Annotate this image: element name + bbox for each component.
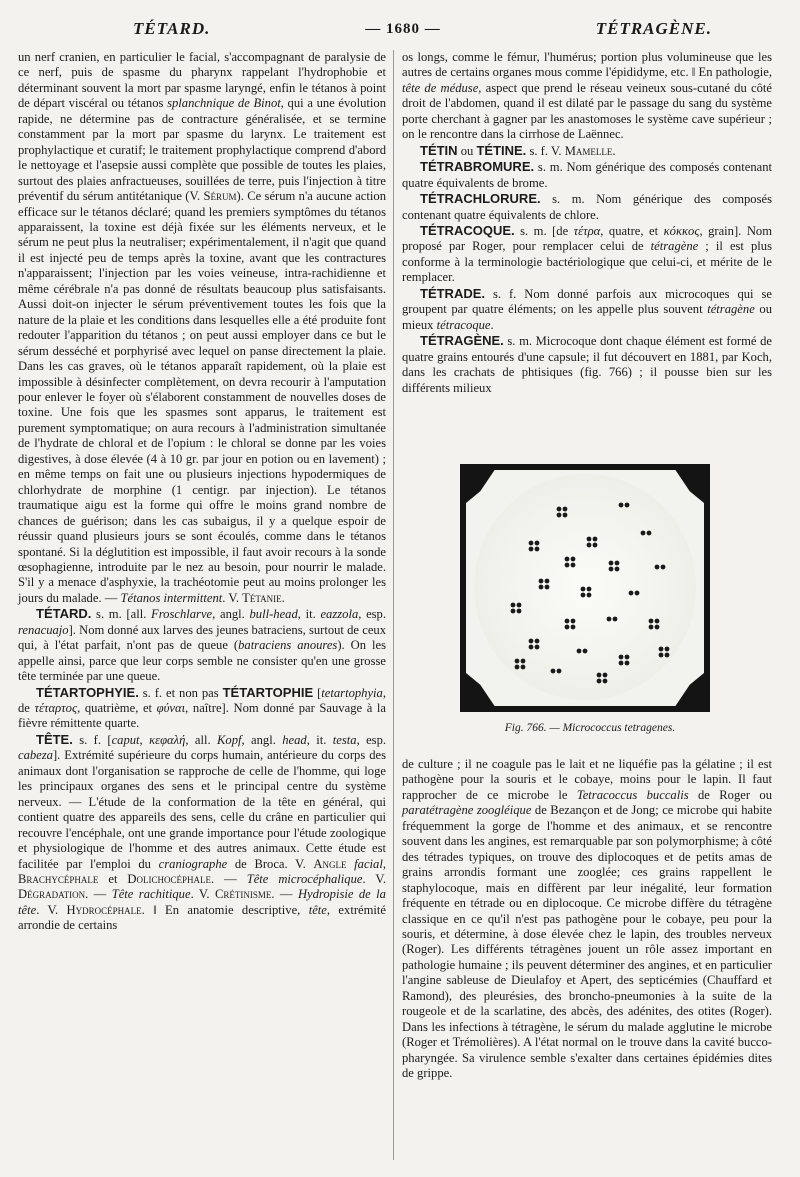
entry-tete: TÊTE. s. f. [caput, κεφαλή, all. Kopf, angl. head, it. testa, esp. cabeza]. Extrémité supérieure du corps humain, antérieure du corps des animaux dont l'organisation se rapproche de celle de l'homme, qui loge les principaux organes des sens et le principal centre du système nerveux. — L'étude de la conformation de la tête en général, qui contient quatre des appareils des sens, celle du crâne en particulier qui recouvre l'encéphale, ont une grande importance pour l'étude zoologique et physiologique de l'homme et des autres animaux. Cette étude est facilitée par l'emploi du craniographe de Broca. V. Angle facial, Brachycéphale et Dolichocéphale. — Tête microcéphalique. V. Dégradation. — Tête rachitique. V. Crétinisme. — Hydropisie de la tête. V. Hydrocéphale. ‖ En anatomie descriptive, tête, extrémité arrondie de certains — [18, 731, 387, 933]
coccus-grain — [565, 557, 570, 562]
coccus-grain — [557, 507, 562, 512]
running-header — [18, 14, 782, 44]
coccus-grain — [655, 619, 660, 624]
page-number: — 1680 — — [365, 20, 441, 37]
coccus-grain — [583, 649, 588, 654]
coccus-grain — [571, 557, 576, 562]
coccus-grain — [597, 679, 602, 684]
coccus-grain — [563, 507, 568, 512]
coccus-grain — [511, 609, 516, 614]
coccus-grain — [539, 585, 544, 590]
coccus-grain — [603, 673, 608, 678]
headword-tetrade: TÉTRADE. — [420, 285, 485, 301]
coccus-grain — [609, 567, 614, 572]
entry-tetracoque: TÉTRACOQUE. s. m. [de τέτρα, quatre, et κόκκος, grain]. Nom proposé par Roger, pour remplacer celui de tétragène ; il est plus conforme à la terminologie bactériologique que celui-ci, et mérite de le remplacer. — [402, 222, 773, 285]
coccus-grain — [517, 603, 522, 608]
column-divider — [393, 50, 394, 1160]
headword-tetard: TÉTARD. — [36, 606, 92, 622]
header-left-title: TÉTARD. — [133, 19, 211, 38]
entry-tetartophyie: TÉTARTOPHYIE. s. f. et non pas TÉTARTOPHIE [tetartophyia, de τέταρτος, quatrième, et φύναι, naître]. Nom donné par Sauvage à la fièvre rémittente quarte. — [18, 684, 386, 731]
coccus-grain — [515, 659, 520, 664]
coccus-grain — [659, 647, 664, 652]
coccus-grain — [619, 503, 624, 508]
coccus-grain — [665, 647, 670, 652]
coccus-grain — [659, 653, 664, 658]
tetanos-continuation: un nerf cranien, en particulier le facial, s'accompagnant de paralysie de ce nerf, puis de spasme du pharynx rappelant l'hydrophobie et déterminant souvent la mort par spasme laryngé, enfin le tétanos à point de départ viscéral ou tétanos splanchnique de Binot, qui a une évolution rapide, ne détermine pas de contracture généralisée, et se termine constamment par la mort par spasme du larynx. Le traitement est prophylactique et curatif; le traitement prophylactique comprend d'abord le nettoyage et l'asepsie aussi complète que possible de toutes les plaies, surtout des plaies anfractueuses, souillées de terre, puis l'injection à titre préventif du sérum antitétanique (V. Sérum). Ce sérum n'a aucune action efficace sur le tétanos déclaré; quand les premiers symptômes du tétanos apparaissent, la toxine est déjà fixée sur les éléments nerveux, et le sérum ne peut plus la neutraliser; expérimentalement, il n'agit que quand il est injecté peu de temps après la toxine, avant que les contractures n'apparaissent; l'injection par les voies veineuse, intra-rachidienne et même cérébrale n'a pas donné de résultats beaucoup plus satisfaisants. Aussi doit-on injecter le sérum préventivement toutes les fois que la nature de la plaie et les conditions dans lesquelles elle a été produite font redouter l'apparition du tétanos ; on peut aussi employer dans ce but le sérum desséché et porphyrisé avec lequel on panse directement la plaie. Dans les cas graves, où le tétanos apparaît rapidement, où la plaie est impossible à désinfecter complètement, on devra recourir à l'amputation pour enlever le foyer où s'élaborent constamment de nouvelles doses de toxine. Une fois que les spasmes sont apparus, le traitement est purement symptomatique; on aura recours à l'administration simultanée de l'hydrate de chloral et de l'opium : le chloral se donne par les voies digestives, à dose élevée (4 à 10 gr. par jour en potion ou en lavement) ; en même temps on fait une ou plusieurs injections hypodermiques de chlorhydrate de morphine (1 centigr. par injection). Le tétanos traumatique aigu est la forme qui offre le moins grand nombre de chances de guérison; dans les cas subaigus, il y a quelque espoir de réussir quand plusieurs jours se sont écoulés, comme dans le tétanos spontané. Si la déglutition est impossible, il faut avoir recours à la sonde œsophagienne, introduite par le nez au besoin, pour nourrir le malade. S'il y a menace d'asphyxie, la trachéotomie peut au moins prolonger les jours du malade. — Tétanos intermittent. V. Tétanie. — [18, 50, 386, 605]
tetragene-continuation: de culture ; il ne coagule pas le lait et ne liquéfie pas la gélatine ; il est pathogène pour la souris et le cobaye, moins pour le lapin. Il faut rapprocher de ce microbe le Tetracoccus buccalis de Roger ou paratétragène zoogléique de Bezançon et de Jong; ce microbe qui habite fréquemment la gorge de l'homme et des animaux, et se rencontre souvent dans les angines, est remarquable par son polymorphisme; à côté des tétrades typiques, on trouve des diplocoques et de petits amas de grains arrondis formant une zooglée; ces grains rappellent le staphylocoque, mais en diffèrent par leur inégalité, leur formation fréquente en tétrade ou en diplocoque. Ce microbe diffère du tétragène classique en ce qu'il n'est pas pathogène pour le cobaye, peu pour la souris, et détermine, à dose élevée chez le lapin, des troubles nerveux (Roger). Les différents tétragènes jouent un rôle assez important en pathologie humaine ; ils peuvent déterminer des angines, et en particulier l'angine sableuse de Dieulafoy et Apert, des septicémies (Chauffard et Ramond), des pleurésies, des broncho-pneumonies à la suite de la rougeole et de la scarlatine, des abcès, des adénites, des otites (Roger). Dans les infections à tétragène, le sérum du malade agglutine le microbe (Roger et Trémolières). A l'état normal on le trouve dans la cavité bucco-pharyngée. Sa virulence semble s'exalter dans certaines épidémies dites de grippe. — [402, 757, 773, 1081]
figure-micrococcus-plate — [460, 464, 710, 712]
coccus-grain — [571, 619, 576, 624]
right-column-top — [402, 50, 772, 396]
coccus-grain — [593, 543, 598, 548]
coccus-grain — [625, 655, 630, 660]
coccus-grain — [629, 591, 634, 596]
coccus-grain — [557, 513, 562, 518]
coccus-grain — [535, 541, 540, 546]
coccus-grain — [603, 679, 608, 684]
coccus-grain — [607, 617, 612, 622]
coccus-grain — [517, 609, 522, 614]
headword-tetrachlorure: TÉTRACHLORURE. — [420, 191, 541, 207]
entry-tetard: TÉTARD. s. m. [all. Froschlarve, angl. bull-head, it. eazzola, esp. renacuajo]. Nom donné aux larves des jeunes batraciens, surtout de ceux qui, à l'état parfait, n'ont pas de queue (batraciens anoures). On les appelle ainsi, parce que leur corps semble ne consister qu'en une grosse tête terminée par une queue. — [18, 606, 387, 684]
headword-tetragene: TÉTRAGÈNE. — [420, 333, 504, 349]
coccus-grain — [613, 617, 618, 622]
entry-tetrachlorure: TÉTRACHLORURE. s. m. Nom générique des composés contenant quatre équivalents de chlore. — [402, 191, 772, 222]
headword-tetrabromure: TÉTRABROMURE. — [420, 159, 535, 175]
coccus-grain — [529, 639, 534, 644]
coccus-grain — [619, 661, 624, 666]
coccus-grain — [615, 561, 620, 566]
coccus-grain — [655, 565, 660, 570]
coccus-grain — [577, 649, 582, 654]
coccus-grain — [581, 593, 586, 598]
coccus-grain — [587, 537, 592, 542]
entry-tetrade: TÉTRADE. s. f. Nom donné parfois aux microcoques qui se groupent par quatre éléments; on les appelle plus souvent tétragène ou mieux tétracoque. — [402, 285, 772, 332]
coccus-grain — [521, 659, 526, 664]
coccus-grain — [609, 561, 614, 566]
coccus-grain — [593, 537, 598, 542]
left-column — [18, 50, 386, 934]
coccus-grain — [535, 639, 540, 644]
coccus-grain — [635, 591, 640, 596]
coccus-grain — [571, 563, 576, 568]
entry-tetin: TÉTIN ou TÉTINE. s. f. V. Mamelle. — [420, 142, 616, 158]
coccus-grain — [647, 531, 652, 536]
coccus-grain — [539, 579, 544, 584]
headword-tetartophyie: TÉTARTOPHYIE. — [36, 684, 139, 700]
micrococcus-illustration — [474, 474, 696, 700]
tete-continuation: os longs, comme le fémur, l'humérus; portion plus volumineuse que les autres de certains organes mous comme l'épididyme, etc. ‖ En pathologie, tête de méduse, aspect que prend le réseau veineux sous-cutané du côté droit de l'abdomen, quand il est dilaté par le passage du sang du système porte cherchant à gagner par les anastomoses le système cave supérieur ; on le rencontre dans la cirrhose de Laënnec. — [402, 50, 772, 142]
entry-tetrabromure: TÉTRABROMURE. s. m. Nom générique des composés contenant quatre équivalents de brome. — [402, 159, 772, 190]
coccus-grain — [587, 543, 592, 548]
coccus-grain — [649, 619, 654, 624]
coccus-grain — [529, 645, 534, 650]
coccus-grain — [641, 531, 646, 536]
coccus-grain — [615, 567, 620, 572]
coccus-grain — [625, 661, 630, 666]
coccus-grain — [535, 547, 540, 552]
coccus-grain — [625, 503, 630, 508]
headword-tetracoque: TÉTRACOQUE. — [420, 222, 515, 238]
coccus-grain — [587, 593, 592, 598]
coccus-grain — [545, 579, 550, 584]
coccus-grain — [619, 655, 624, 660]
coccus-grain — [521, 665, 526, 670]
coccus-grain — [581, 587, 586, 592]
coccus-grain — [529, 547, 534, 552]
coccus-grain — [597, 673, 602, 678]
coccus-grain — [649, 625, 654, 630]
headword-tete: TÊTE. — [36, 731, 73, 747]
coccus-grain — [661, 565, 666, 570]
coccus-grain — [565, 563, 570, 568]
entry-tetragene: TÉTRAGÈNE. s. m. Microcoque dont chaque élément est formé de quatre grains entourés d'une capsule; il fut découvert en 1881, par Koch, dans les crachats de phtisiques (fig. 766) ; il pousse bien sur les différents milieux — [402, 333, 772, 395]
coccus-grain — [565, 619, 570, 624]
figure-caption: Fig. 766. — Micrococcus tetragenes. — [504, 722, 676, 734]
microscope-field — [474, 474, 696, 700]
coccus-grain — [571, 625, 576, 630]
coccus-grain — [545, 585, 550, 590]
coccus-grain — [565, 625, 570, 630]
coccus-grain — [515, 665, 520, 670]
coccus-grain — [563, 513, 568, 518]
header-right-title: TÉTRAGÈNE. — [595, 19, 712, 38]
headword-tetin: TÉTIN — [420, 142, 458, 158]
coccus-grain — [655, 625, 660, 630]
coccus-grain — [535, 645, 540, 650]
right-column-bottom — [402, 757, 772, 1082]
coccus-grain — [587, 587, 592, 592]
coccus-grain — [557, 669, 562, 674]
coccus-grain — [665, 653, 670, 658]
coccus-grain — [551, 669, 556, 674]
coccus-grain — [511, 603, 516, 608]
coccus-grain — [529, 541, 534, 546]
